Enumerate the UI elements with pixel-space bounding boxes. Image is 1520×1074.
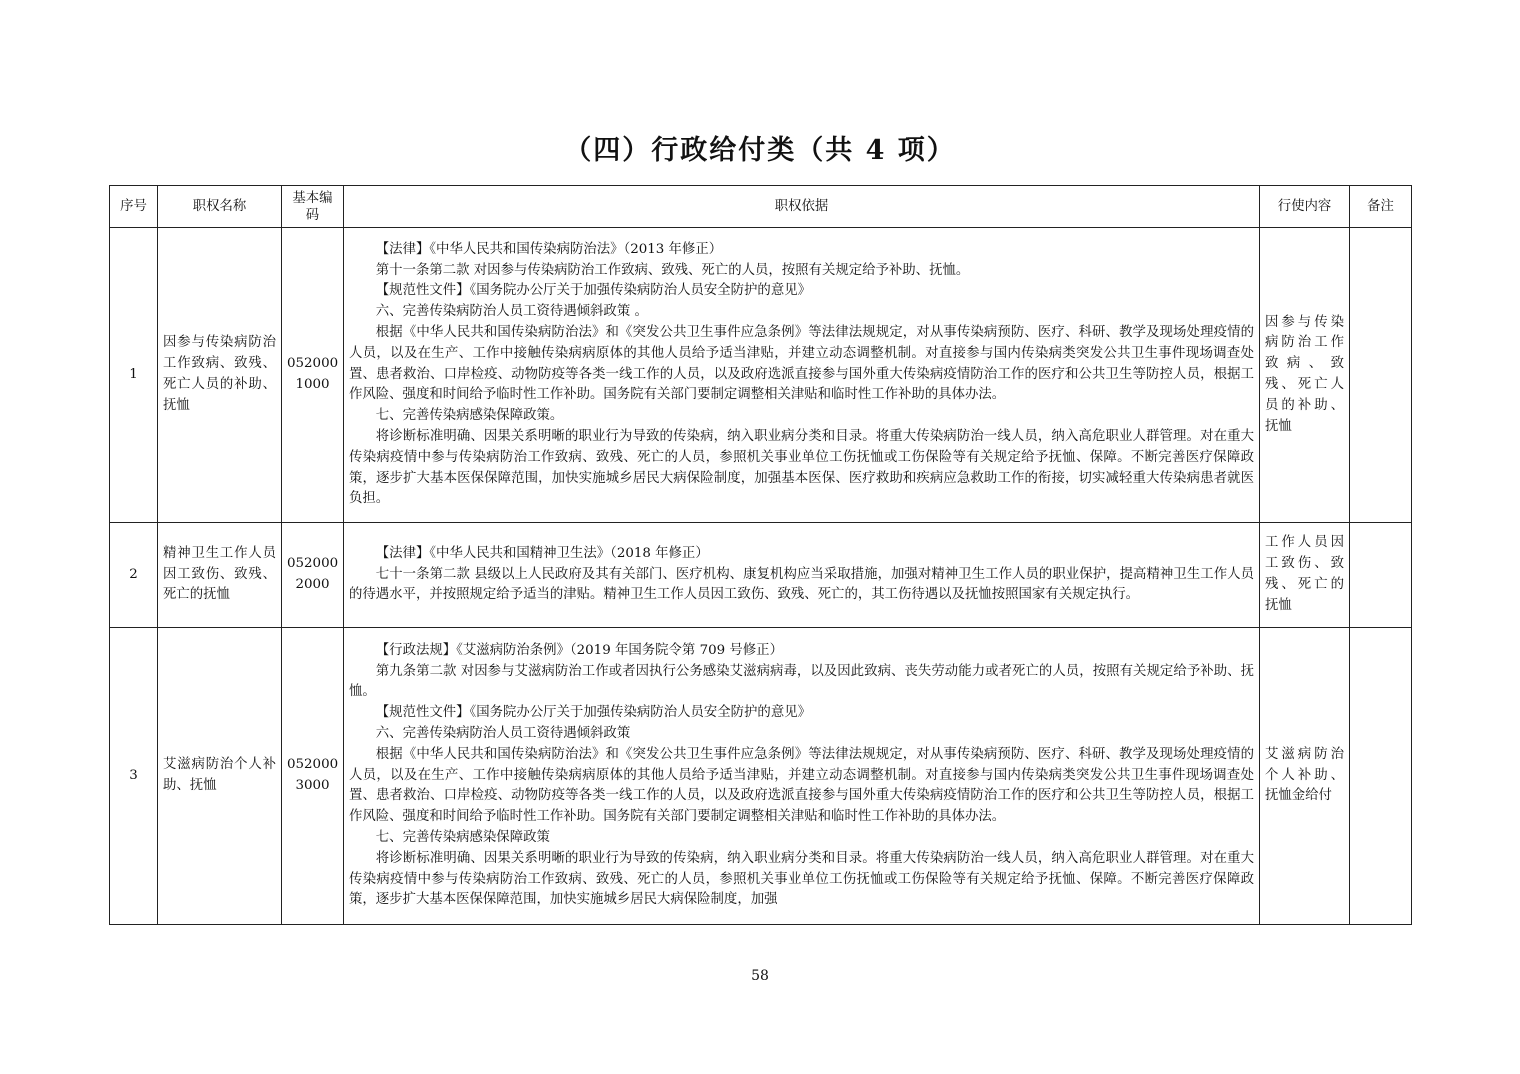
row-basis <box>344 628 1260 925</box>
row-content: 因参与传染病防治工作致病、致残、死亡人员的补助、抚恤 <box>1260 228 1350 523</box>
row-code: 052000 2000 <box>282 523 344 628</box>
basis-paragraph: 根据《中华人民共和国传染病防治法》和《突发公共卫生事件应急条例》等法律法规规定，对从事传染病预防、医疗、科研、教学及现场处理疫情的人员，以及在生产、工作中接触传染病病原体的其他人员给予适当津贴，并建立动态调整机制。对直接参与国内传染病类突发公共卫生事件现场调查处置、患者救治、口岸检疫、动物防疫等各类一线工作的人员，以及政府选派直接参与国外重大传染病疫情防治工作的医疗和公共卫生等防控人员，根据工作风险、强度和时间给予临时性工作补助。国务院有关部门要制定调整相关津贴和临时性工作补助的具体办法。 <box>349 325 1254 403</box>
basis-paragraph: 七、完善传染病感染保障政策 <box>375 829 550 845</box>
row-no: 3 <box>110 628 158 925</box>
row-remark <box>1350 523 1412 628</box>
row-remark <box>1350 628 1412 925</box>
header-basis: 职权依据 <box>344 186 1260 228</box>
basis-paragraph: 【规范性文件】《国务院办公厅关于加强传染病防治人员安全防护的意见》 <box>375 283 811 299</box>
row-content: 工作人员因工致伤、致残、死亡的抚恤 <box>1260 523 1350 628</box>
row-no: 1 <box>110 228 158 523</box>
row-no: 2 <box>110 523 158 628</box>
row-content: 艾滋病防治个人补助、抚恤金给付 <box>1260 628 1350 925</box>
basis-paragraph: 六、完善传染病防治人员工资待遇倾斜政策 <box>375 726 631 741</box>
basis-paragraph: 【行政法规】《艾滋病防治条例》（2019 年国务院令第 709 号修正） <box>375 642 783 658</box>
page-number: 58 <box>751 968 769 984</box>
table-header-row <box>110 186 1412 228</box>
basis-paragraph: 七、完善传染病感染保障政策。 <box>375 408 564 424</box>
basis-paragraph: 【规范性文件】《国务院办公厅关于加强传染病防治人员安全防护的意见》 <box>375 705 811 721</box>
basis-paragraph: 【法律】《中华人民共和国精神卫生法》（2018 年修正） <box>375 545 709 561</box>
table-row <box>110 523 1412 628</box>
basis-paragraph: 将诊断标准明确、因果关系明晰的职业行为导致的传染病，纳入职业病分类和目录。将重大传染病防治一线人员，纳入高危职业人群管理。对在重大传染病疫情中参与传染病防治工作致病、致残、死亡的人员，参照机关事业单位工伤抚恤或工伤保险等有关规定给予抚恤、保障。不断完善医疗保障政策，逐步扩大基本医保保障范围，加快实施城乡居民大病保险制度，加强基本医保、医疗救助和疾病应急救助工作的衔接，切实减轻重大传染病患者就医负担。 <box>349 428 1254 507</box>
header-code: 基本编码 <box>282 186 344 228</box>
basis-paragraph: 六、完善传染病防治人员工资待遇倾斜政策 。 <box>375 304 648 320</box>
page-title: （四）行政给付类（共 4 项） <box>564 135 956 166</box>
basis-paragraph: 【法律】《中华人民共和国传染病防治法》（2013 年修正） <box>375 241 723 257</box>
row-remark <box>1350 228 1412 523</box>
row-name: 因参与传染病防治工作致病、致残、死亡人员的补助、抚恤 <box>158 228 282 523</box>
header-remark: 备注 <box>1350 186 1412 228</box>
basis-paragraph: 七十一条第二款 县级以上人民政府及其有关部门、医疗机构、康复机构应当采取措施，加强对精神卫生工作人员的职业保护，提高精神卫生工作人员的待遇水平，并按照规定给予适当的津贴。精神卫生工作人员因工致伤、致残、死亡的，其工伤待遇以及抚恤按照国家有关规定执行。 <box>349 566 1254 603</box>
row-name: 精神卫生工作人员因工致伤、致残、死亡的抚恤 <box>158 523 282 628</box>
row-basis <box>344 523 1260 628</box>
basis-paragraph: 根据《中华人民共和国传染病防治法》和《突发公共卫生事件应急条例》等法律法规规定，对从事传染病预防、医疗、科研、教学及现场处理疫情的人员，以及在生产、工作中接触传染病病原体的其他人员给予适当津贴，并建立动态调整机制。对直接参与国内传染病类突发公共卫生事件现场调查处置、患者救治、口岸检疫、动物防疫等各类一线工作的人员，以及政府选派直接参与国外重大传染病疫情防治工作的医疗和公共卫生等防控人员，根据工作风险、强度和时间给予临时性工作补助。国务院有关部门要制定调整相关津贴和临时性工作补助的具体办法。 <box>349 746 1254 825</box>
table-row <box>110 228 1412 523</box>
row-name: 艾滋病防治个人补助、抚恤 <box>158 628 282 925</box>
header-no: 序号 <box>110 186 158 228</box>
basis-paragraph: 第十一条第二款 对因参与传染病防治工作致病、致残、死亡的人员，按照有关规定给予补助、抚恤。 <box>375 262 970 278</box>
table-row <box>110 628 1412 925</box>
header-name: 职权名称 <box>158 186 282 228</box>
powers-table <box>109 185 1412 925</box>
basis-paragraph: 将诊断标准明确、因果关系明晰的职业行为导致的传染病，纳入职业病分类和目录。将重大传染病防治一线人员，纳入高危职业人群管理。对在重大传染病疫情中参与传染病防治工作致病、致残、死亡的人员，参照机关事业单位工伤抚恤或工伤保险等有关规定给予抚恤、保障。不断完善医疗保障政策，逐步扩大基本医保保障范围，加快实施城乡居民大病保险制度，加强 <box>349 850 1254 908</box>
header-content: 行使内容 <box>1260 186 1350 228</box>
basis-paragraph: 第九条第二款 对因参与艾滋病防治工作或者因执行公务感染艾滋病病毒，以及因此致病、丧失劳动能力或者死亡的人员，按照有关规定给予补助、抚恤。 <box>349 663 1254 700</box>
row-code: 052000 1000 <box>282 228 344 523</box>
row-basis <box>344 228 1260 523</box>
row-code: 052000 3000 <box>282 628 344 925</box>
